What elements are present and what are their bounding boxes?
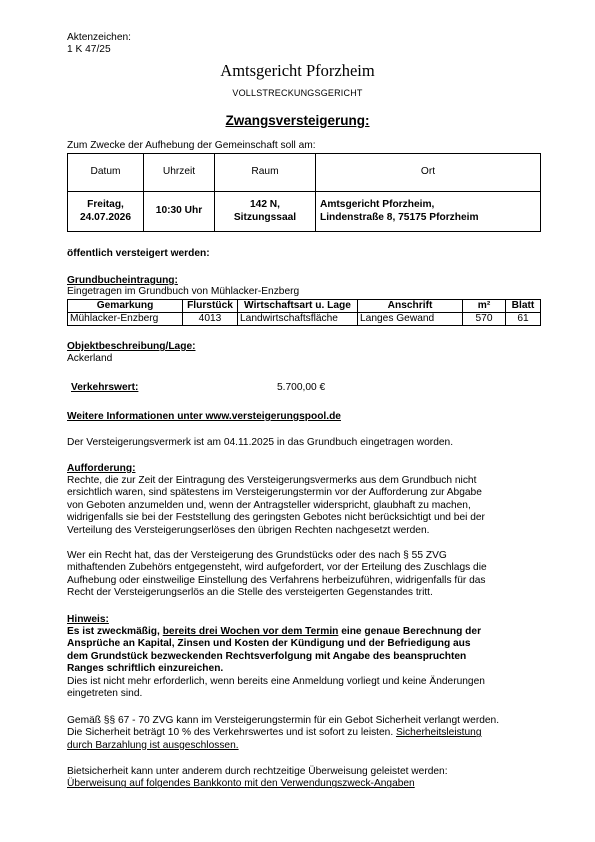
schedule-header-row [68, 154, 541, 192]
schedule-value-row [68, 192, 541, 232]
bietsicherheit-paragraph [67, 766, 545, 791]
aufforderung-p2-line: Aufhebung oder einstweilige Einstellung des Verfahrens herbeizuführen, widrigenfalls für das [67, 574, 486, 586]
grundbuch-header-wirtschaftsart: Wirtschaftsart u. Lage [238, 300, 358, 313]
auction-text: öffentlich versteigert werden: [67, 248, 210, 259]
objekt-text: Ackerland [67, 353, 113, 364]
bietsicherheit-line: Bietsicherheit kann unter anderem durch rechtzeitige Überweisung geleistet werden: [67, 766, 448, 777]
schedule-date-value: 24.07.2026 [80, 211, 131, 223]
sicherheit-paragraph [67, 715, 545, 752]
aktenzeichen-label: Aktenzeichen: [67, 32, 131, 43]
sicherheit-amount-text: Die Sicherheit beträgt 10 % des Verkehrswertes und ist sofort zu leisten. [67, 727, 396, 739]
grundbuch-wirtschaftsart: Landwirtschaftsfläche [238, 313, 358, 326]
grundbuch-row [68, 313, 541, 326]
grundbuch-m2: 570 [463, 313, 506, 326]
objekt-heading: Objektbeschreibung/Lage: [67, 341, 196, 352]
hinweis-bold-line: dem Grundstück bezweckenden Rechtsverfolgung mit Angabe des beanspruchten [67, 650, 467, 662]
aufforderung-p1-line: widrigenfalls sie bei der Feststellung des geringsten Gebotes nicht berücksichtigt und bei der [67, 512, 485, 524]
hinweis-bold-line: Ansprüche an Kapital, Zinsen und Kosten der Kündigung und der Befriedigung aus [67, 638, 471, 650]
sicherheit-note-end: durch Barzahlung ist ausgeschlossen. [67, 739, 239, 751]
aufforderung-heading: Aufforderung: [67, 463, 136, 474]
hinweis-bold-line: Ranges schriftlich einzureichen. [67, 663, 224, 675]
aufforderung-p1-line: Rechte, die zur Zeit der Eintragung des Versteigerungsvermerks aus dem Grundbuch nicht [67, 475, 477, 486]
schedule-header-uhrzeit: Uhrzeit [144, 154, 215, 192]
grundbuch-header-blatt: Blatt [506, 300, 541, 313]
aufforderung-p2-line: mithaftenden Zubehörs entgegensteht, wird aufgefordert, vor der Erteilung des Zuschlags die [67, 562, 487, 574]
grundbuch-header-gemarkung: Gemarkung [68, 300, 183, 313]
hinweis-bold-start: Es ist zweckmäßig, [67, 626, 163, 637]
court-department: VOLLSTRECKUNGSGERICHT [232, 88, 363, 98]
bietsicherheit-bank-line: Überweisung auf folgendes Bankkonto mit den Verwendungszweck-Angaben [67, 778, 415, 790]
sicherheit-note-start: Sicherheitsleistung [396, 727, 482, 739]
aufforderung-paragraph-2 [67, 550, 545, 600]
schedule-table [67, 153, 541, 232]
hinweis-bold-paragraph [67, 626, 545, 676]
vermerk-text: Der Versteigerungsvermerk ist am 04.11.2025 in das Grundbuch eingetragen worden. [67, 437, 454, 448]
grundbuch-subtitle: Eingetragen im Grundbuch von Mühlacker-Enzberg [67, 286, 300, 297]
more-info-link: Weitere Informationen unter www.versteigerungspool.de [67, 411, 341, 422]
court-name: Amtsgericht Pforzheim [220, 61, 375, 80]
grundbuch-header-m2: m² [463, 300, 506, 313]
aufforderung-p1-line: ersichtlich waren, sind spätestens im Versteigerungstermin vor der Aufforderung zur Abgabe [67, 487, 482, 499]
aufforderung-p2-line: Recht der Versteigerungserlös an die Stelle des versteigerten Gegenstandes tritt. [67, 587, 433, 599]
schedule-place-address: Lindenstraße 8, 75175 Pforzheim [320, 211, 479, 223]
grundbuch-header-flurstueck: Flurstück [183, 300, 238, 313]
verkehrswert-label: Verkehrswert: [71, 382, 139, 393]
grundbuch-table [67, 299, 541, 326]
aktenzeichen-value: 1 K 47/25 [67, 44, 111, 55]
grundbuch-header-row [68, 300, 541, 313]
aufforderung-p1-line: Verteilung des Versteigerungserlöses den übrigen Rechten nachgesetzt werden. [67, 524, 430, 536]
schedule-room [215, 192, 316, 232]
grundbuch-blatt: 61 [506, 313, 541, 326]
grundbuch-heading: Grundbucheintragung: [67, 275, 178, 286]
sicherheit-line: Gemäß §§ 67 - 70 ZVG kann im Versteigerungstermin für ein Gebot Sicherheit verlangt werden. [67, 715, 500, 726]
schedule-header-datum: Datum [68, 154, 144, 192]
document-title: Zwangsversteigerung: [225, 113, 370, 128]
schedule-date [68, 192, 144, 232]
hinweis-normal-paragraph [67, 676, 545, 701]
schedule-time: 10:30 Uhr [144, 192, 215, 232]
hinweis-normal-line: Dies ist nicht mehr erforderlich, wenn bereits eine Anmeldung vorliegt und keine Änderungen [67, 676, 485, 687]
aufforderung-paragraph-1 [67, 475, 545, 537]
grundbuch-header-anschrift: Anschrift [358, 300, 463, 313]
schedule-place [316, 192, 541, 232]
hinweis-normal-line: eingetreten sind. [67, 688, 143, 700]
schedule-place-name: Amtsgericht Pforzheim, [320, 199, 435, 211]
aufforderung-p2-line: Wer ein Recht hat, das der Versteigerung des Grundstücks oder des nach § 55 ZVG [67, 550, 447, 561]
verkehrswert-value: 5.700,00 € [277, 382, 326, 393]
grundbuch-anschrift: Langes Gewand [358, 313, 463, 326]
grundbuch-gemarkung: Mühlacker-Enzberg [68, 313, 183, 326]
schedule-date-weekday: Freitag, [87, 199, 124, 211]
sicherheit-line [67, 727, 545, 739]
hinweis-bold-line [67, 626, 545, 638]
schedule-header-ort: Ort [316, 154, 541, 192]
intro-text: Zum Zwecke der Aufhebung der Gemeinschaft soll am: [67, 140, 316, 151]
schedule-room-name: Sitzungssaal [233, 211, 297, 223]
hinweis-heading: Hinweis: [67, 614, 109, 625]
schedule-room-number: 142 N, [249, 199, 280, 211]
grundbuch-flurstueck: 4013 [183, 313, 238, 326]
schedule-header-raum: Raum [215, 154, 316, 192]
aufforderung-p1-line: von Geboten anzumelden und, wenn der Antragsteller widerspricht, glaubhaft zu machen, [67, 499, 471, 511]
hinweis-deadline: bereits drei Wochen vor dem Termin [162, 626, 339, 637]
hinweis-bold-rest: eine genaue Berechnung der [338, 626, 482, 637]
